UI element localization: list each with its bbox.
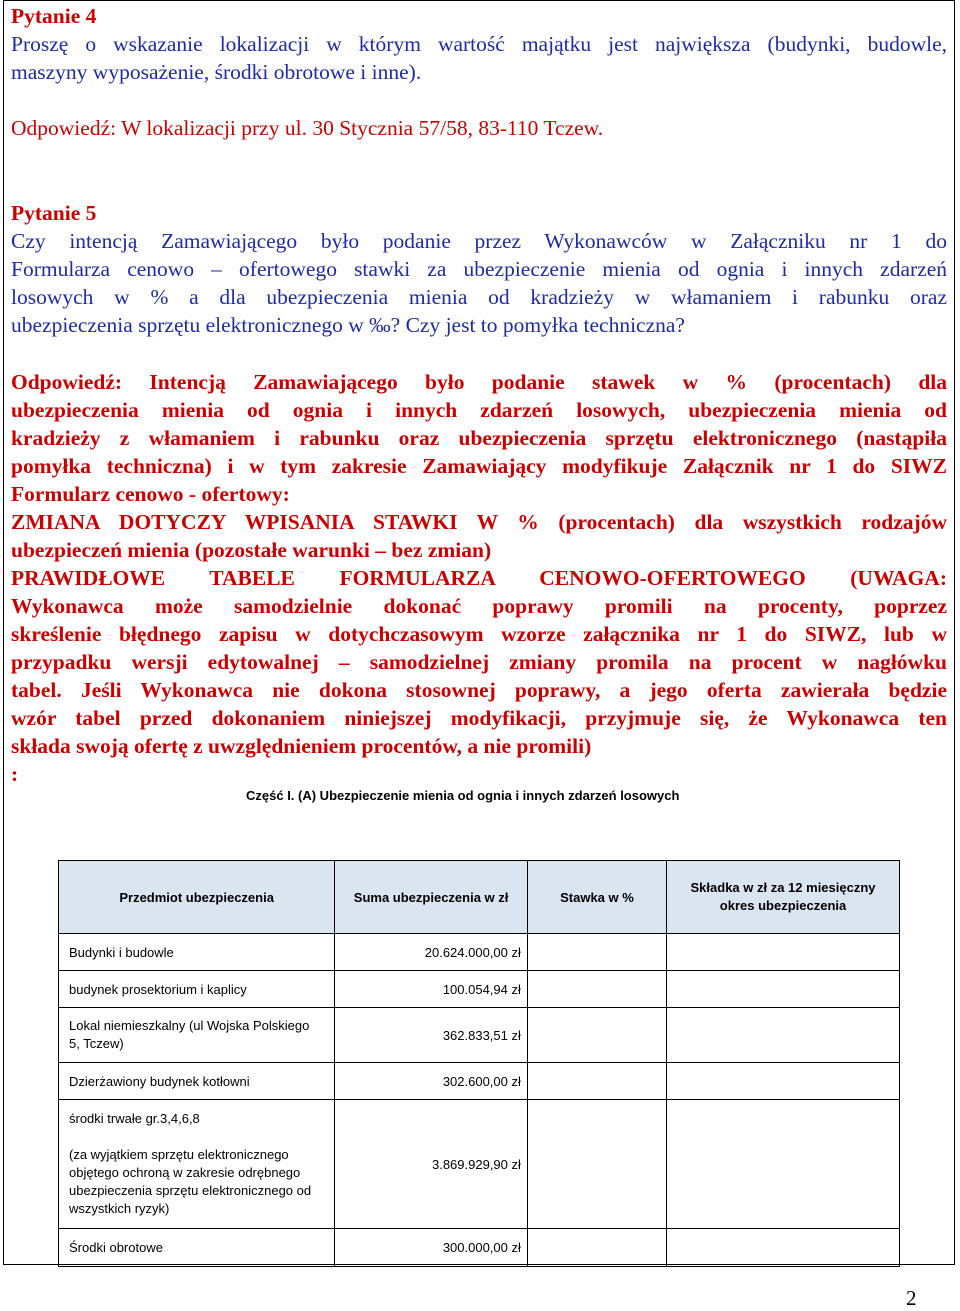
table-row [59, 1100, 900, 1229]
question-4-title: Pytanie 4 [11, 4, 97, 28]
question-5 [11, 199, 947, 339]
premium-cell[interactable] [667, 1008, 900, 1063]
question-4-answer: Odpowiedź: W lokalizacji przy ul. 30 Stycznia 57/58, 83-110 Tczew. [11, 116, 604, 140]
answer-line: przypadku wersji edytowalnej – samodzielnej zmiany promila na procent w nagłówku [11, 650, 947, 674]
answer-line: kradzieży z włamaniem i rabunku oraz ubezpieczenia sprzętu elektronicznego (nastąpiła [11, 426, 947, 450]
item-line: objętego ochroną w zakresie odrębnego [69, 1165, 301, 1180]
rate-cell[interactable] [527, 1063, 666, 1100]
question-4-text-line: maszyny wyposażenie, środki obrotowe i inne). [11, 60, 422, 84]
answer-line: ubezpieczenia mienia od ognia i innych zdarzeń losowych, ubezpieczenia mienia od [11, 398, 947, 422]
table-row [59, 1008, 900, 1063]
page-number: 2 [906, 1286, 917, 1310]
table-caption: Część I. (A) Ubezpieczenie mienia od ognia i innych zdarzeń losowych [246, 788, 680, 803]
sum-cell: 100.054,94 zł [335, 971, 528, 1008]
rate-cell[interactable] [527, 971, 666, 1008]
item-cell: Budynki i budowle [59, 934, 335, 971]
answer-line: wzór tabel przed dokonaniem niniejszej modyfikacji, przyjmuje się, że Wykonawca ten [11, 706, 947, 730]
rate-cell[interactable] [527, 1229, 666, 1267]
premium-cell[interactable] [667, 1100, 900, 1229]
header-subject: Przedmiot ubezpieczenia [59, 861, 335, 934]
item-line: 5, Tczew) [69, 1036, 124, 1051]
answer-line: Formularz cenowo - ofertowy: [11, 482, 290, 506]
item-cell [59, 1008, 335, 1063]
sum-cell: 302.600,00 zł [335, 1063, 528, 1100]
item-line: (za wyjątkiem sprzętu elektronicznego [69, 1147, 289, 1162]
answer-line: skreślenie błędnego zapisu w dotychczasowym wzorze załącznika nr 1 do SIWZ, lub w [11, 622, 947, 646]
sum-cell: 300.000,00 zł [335, 1229, 528, 1267]
answer-line: ZMIANA DOTYCZY WPISANIA STAWKI W % (procentach) dla wszystkich rodzajów [11, 510, 947, 534]
item-line: Lokal niemieszkalny (ul Wojska Polskiego [69, 1018, 310, 1033]
header-sum: Suma ubezpieczenia w zł [335, 861, 528, 934]
question-5-text-line: Formularza cenowo – ofertowego stawki za ubezpieczenie mienia od ognia i innych zdarzeń [11, 257, 947, 281]
rate-cell[interactable] [527, 1100, 666, 1229]
premium-cell[interactable] [667, 971, 900, 1008]
item-cell [59, 1100, 335, 1229]
question-5-text-line: ubezpieczenia sprzętu elektronicznego w ‰? Czy jest to pomyłka techniczna? [11, 313, 685, 337]
header-premium-text: Składka w zł za 12 miesięczny okres ubezpieczenia [690, 880, 876, 913]
answer-line: składa swoją ofertę z uwzględnieniem procentów, a nie promili) [11, 734, 592, 758]
sum-cell: 362.833,51 zł [335, 1008, 528, 1063]
item-cell: Dzierżawiony budynek kotłowni [59, 1063, 335, 1100]
item-line: środki trwałe gr.3,4,6,8 [69, 1111, 200, 1126]
premium-cell[interactable] [667, 934, 900, 971]
question-5-answer [11, 368, 947, 788]
answer-line: ubezpieczeń mienia (pozostałe warunki – bez zmian) [11, 538, 492, 562]
premium-cell[interactable] [667, 1063, 900, 1100]
item-cell: budynek prosektorium i kaplicy [59, 971, 335, 1008]
table-row [59, 1229, 900, 1267]
question-4-text-line: Proszę o wskazanie lokalizacji w którym wartość majątku jest największa (budynki, budowle, [11, 32, 947, 56]
header-premium [667, 861, 900, 934]
answer-line: Odpowiedź: Intencją Zamawiającego było podanie stawek w % (procentach) dla [11, 370, 947, 394]
answer-line: pomyłka techniczna) i w tym zakresie Zamawiający modyfikuje Załącznik nr 1 do SIWZ [11, 454, 947, 478]
item-cell: Środki obrotowe [59, 1229, 335, 1267]
answer-line: : [11, 762, 19, 786]
table-row [59, 971, 900, 1008]
question-5-text-line: Czy intencją Zamawiającego było podanie przez Wykonawców w Załączniku nr 1 do [11, 229, 947, 253]
question-5-title: Pytanie 5 [11, 201, 97, 225]
item-line: wszystkich ryzyk) [69, 1201, 170, 1216]
table-row [59, 1063, 900, 1100]
rate-cell[interactable] [527, 934, 666, 971]
table-header-row [59, 861, 900, 934]
question-4 [11, 2, 947, 142]
premium-cell[interactable] [667, 1229, 900, 1267]
question-5-text-line: losowych w % a dla ubezpieczenia mienia od kradzieży w włamaniem i rabunku oraz [11, 285, 947, 309]
sum-cell: 3.869.929,90 zł [335, 1100, 528, 1229]
item-line: ubezpieczenia sprzętu elektronicznego od [69, 1183, 312, 1198]
rate-cell[interactable] [527, 1008, 666, 1063]
answer-line: PRAWIDŁOWE TABELE FORMULARZA CENOWO-OFERTOWEGO (UWAGA: [11, 566, 947, 590]
sum-cell: 20.624.000,00 zł [335, 934, 528, 971]
answer-line: tabel. Jeśli Wykonawca nie dokona stosownej poprawy, a jego oferta zawierała będzie [11, 678, 947, 702]
answer-line: Wykonawca może samodzielnie dokonać poprawy promili na procenty, poprzez [11, 594, 947, 618]
insurance-table [58, 860, 900, 1267]
header-rate: Stawka w % [527, 861, 666, 934]
table-row [59, 934, 900, 971]
